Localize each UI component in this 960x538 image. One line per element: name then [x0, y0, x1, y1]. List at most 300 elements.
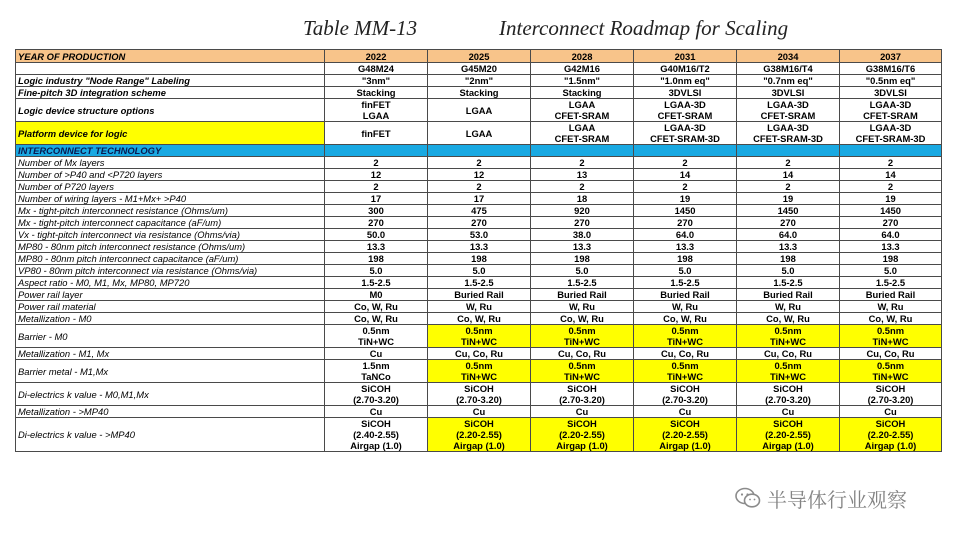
- value-cell: [634, 265, 737, 277]
- value-cell: [737, 229, 840, 241]
- value-cell: [428, 253, 531, 265]
- row-label: Number of Mx layers: [16, 157, 325, 169]
- cell-line: 64.0: [881, 229, 900, 240]
- cell-line: 270: [574, 217, 590, 228]
- cell-line: CFET-SRAM: [554, 133, 610, 144]
- section-label: INTERCONNECT TECHNOLOGY: [16, 145, 325, 157]
- cell-line: 1450: [880, 205, 901, 216]
- cell-line: 0.5nm: [671, 325, 699, 336]
- value-cell: [634, 229, 737, 241]
- value-cell: [531, 241, 634, 253]
- value-cell: [325, 217, 428, 229]
- value-cell: [840, 181, 942, 193]
- cell-line: W, Ru: [774, 301, 802, 312]
- cell-line: Buried Rail: [865, 289, 916, 300]
- row-label: Metallization - M0: [16, 313, 325, 325]
- value-cell: [428, 157, 531, 169]
- row-label: Di-electrics k value - M0,M1,Mx: [16, 383, 325, 406]
- value-cell: [531, 87, 634, 99]
- cell-line: TiN+WC: [769, 371, 807, 382]
- cell-line: 270: [780, 217, 796, 228]
- value-cell: [428, 193, 531, 205]
- cell-line: CFET-SRAM-3D: [650, 133, 720, 144]
- cell-line: Airgap (1.0): [350, 440, 402, 451]
- cell-line: 13: [576, 169, 588, 180]
- row-label: Fine-pitch 3D integration scheme: [16, 87, 325, 99]
- value-cell: [325, 253, 428, 265]
- value-cell: [531, 313, 634, 325]
- cell-line: (2.70-3.20): [662, 394, 708, 405]
- cell-line: 2: [682, 157, 688, 168]
- value-cell: [634, 169, 737, 181]
- cell-line: Airgap (1.0): [762, 440, 814, 451]
- value-cell: [325, 193, 428, 205]
- value-cell: [325, 265, 428, 277]
- row-label: Barrier - M0: [16, 325, 325, 348]
- cell-line: 0.5nm: [671, 360, 699, 371]
- value-cell: [531, 383, 634, 406]
- table-row: [16, 301, 942, 313]
- cell-line: TiN+WC: [563, 336, 601, 347]
- table-row: [16, 325, 942, 348]
- cell-line: 198: [882, 253, 899, 264]
- cell-line: 0.5nm: [876, 360, 905, 371]
- value-cell: [531, 169, 634, 181]
- cell-line: LGAA-3D: [869, 122, 912, 133]
- value-cell: [325, 205, 428, 217]
- cell-line: 5.0: [575, 265, 589, 276]
- table-row: [16, 360, 942, 383]
- cell-line: SiCOH: [773, 383, 803, 394]
- value-cell: [531, 277, 634, 289]
- value-cell: [737, 169, 840, 181]
- value-cell: [325, 418, 428, 452]
- value-cell: [428, 75, 531, 87]
- cell-line: 14: [782, 169, 794, 180]
- value-cell: [840, 383, 942, 406]
- cell-line: finFET: [361, 99, 391, 110]
- cell-line: 5.0: [472, 265, 486, 276]
- cell-line: 1.5-2.5: [464, 277, 494, 288]
- value-cell: [531, 301, 634, 313]
- cell-line: G48M24: [358, 63, 394, 74]
- value-cell: [840, 157, 942, 169]
- cell-line: LGAA: [465, 127, 493, 139]
- value-cell: [737, 301, 840, 313]
- value-cell: [737, 265, 840, 277]
- value-cell: [531, 217, 634, 229]
- cell-line: W, Ru: [568, 301, 596, 312]
- cell-line: SiCOH: [361, 418, 391, 429]
- value-cell: [428, 241, 531, 253]
- value-cell: [840, 348, 942, 360]
- cell-line: Stacking: [562, 87, 602, 98]
- cell-line: (2.70-3.20): [559, 394, 605, 405]
- value-cell: [634, 418, 737, 452]
- value-cell: [428, 217, 531, 229]
- cell-line: SiCOH: [464, 383, 494, 394]
- watermark: [735, 483, 907, 513]
- value-cell: [531, 75, 634, 87]
- value-cell: [737, 383, 840, 406]
- value-cell: [428, 205, 531, 217]
- cell-line: 300: [368, 205, 384, 216]
- value-cell: [737, 406, 840, 418]
- value-cell: [737, 253, 840, 265]
- value-cell: [634, 217, 737, 229]
- value-cell: [737, 217, 840, 229]
- section-cell: [737, 145, 840, 157]
- cell-line: LGAA-3D: [664, 99, 706, 110]
- cell-line: Cu, Co, Ru: [558, 348, 606, 359]
- value-cell: [634, 157, 737, 169]
- value-cell: [737, 75, 840, 87]
- cell-line: 0.5nm: [465, 325, 493, 336]
- value-cell: [531, 99, 634, 122]
- table-row: [16, 157, 942, 169]
- row-label: Power rail layer: [16, 289, 325, 301]
- cell-line: 13.3: [469, 241, 489, 252]
- value-cell: [325, 301, 428, 313]
- cell-line: Buried Rail: [454, 289, 504, 300]
- cell-line: Cu: [678, 406, 692, 417]
- value-cell: [325, 181, 428, 193]
- table-row: [16, 241, 942, 253]
- value-cell: [840, 406, 942, 418]
- value-cell: [428, 99, 531, 122]
- cell-line: CFET-SRAM: [554, 110, 610, 121]
- value-cell: [428, 348, 531, 360]
- value-cell: [531, 348, 634, 360]
- cell-line: 5.0: [369, 265, 383, 276]
- value-cell: [737, 325, 840, 348]
- value-cell: [840, 229, 942, 241]
- value-cell: [840, 87, 942, 99]
- value-cell: [531, 253, 634, 265]
- cell-line: Co, W, Ru: [560, 313, 604, 324]
- cell-line: SiCOH: [773, 418, 803, 429]
- cell-line: 13.3: [675, 241, 695, 252]
- cell-line: CFET-SRAM: [657, 110, 713, 121]
- cell-line: M0: [369, 289, 383, 300]
- table-row: [16, 181, 942, 193]
- value-cell: [428, 265, 531, 277]
- table-row: [16, 193, 942, 205]
- cell-line: 2: [785, 157, 791, 168]
- cell-line: 1.5-2.5: [670, 277, 700, 288]
- cell-line: Buried Rail: [557, 289, 607, 300]
- value-cell: [428, 122, 531, 145]
- cell-line: CFET-SRAM-3D: [753, 133, 823, 144]
- cell-line: "2nm": [464, 75, 494, 86]
- cell-line: 198: [677, 253, 693, 264]
- cell-line: LGAA: [362, 110, 390, 121]
- value-cell: [840, 193, 942, 205]
- cell-line: SiCOH: [567, 418, 597, 429]
- value-cell: [325, 63, 428, 75]
- cell-line: SiCOH: [464, 418, 494, 429]
- row-label: Vx - tight-pitch interconnect via resistance (Ohms/via): [16, 229, 325, 241]
- value-cell: [325, 277, 428, 289]
- value-cell: [737, 348, 840, 360]
- cell-line: TiN+WC: [872, 336, 909, 347]
- cell-line: 14: [679, 169, 691, 180]
- value-cell: [737, 193, 840, 205]
- value-cell: [840, 205, 942, 217]
- value-cell: [840, 241, 942, 253]
- table-row: [16, 313, 942, 325]
- value-cell: [325, 241, 428, 253]
- row-label: Platform device for logic: [16, 122, 325, 145]
- cell-line: CFET-SRAM: [760, 110, 816, 121]
- cell-line: 12: [473, 169, 485, 180]
- cell-line: 1.5-2.5: [773, 277, 803, 288]
- year-cell: 2022: [325, 50, 428, 63]
- cell-line: 0.5nm: [774, 325, 802, 336]
- year-cell: 2025: [428, 50, 531, 63]
- cell-line: (2.20-2.55): [456, 429, 502, 440]
- cell-line: (2.70-3.20): [765, 394, 811, 405]
- value-cell: [428, 289, 531, 301]
- cell-line: 3DVLSI: [874, 87, 907, 98]
- table-row: [16, 63, 942, 75]
- cell-line: 270: [677, 217, 693, 228]
- cell-line: "1.0nm eq": [660, 75, 710, 86]
- year-header-label: YEAR OF PRODUCTION: [16, 50, 325, 63]
- section-cell: [325, 145, 428, 157]
- cell-line: 1450: [777, 205, 799, 216]
- cell-line: 2: [476, 181, 482, 192]
- cell-line: Cu, Co, Ru: [455, 348, 503, 359]
- value-cell: [840, 301, 942, 313]
- value-cell: [737, 205, 840, 217]
- row-label: Aspect ratio - M0, M1, Mx, MP80, MP720: [16, 277, 325, 289]
- value-cell: [428, 169, 531, 181]
- value-cell: [737, 157, 840, 169]
- cell-line: 1.5nm: [362, 360, 390, 371]
- cell-line: Cu: [884, 406, 897, 417]
- cell-line: Cu, Co, Ru: [866, 348, 915, 359]
- cell-line: 0.5nm: [568, 325, 596, 336]
- table-row: [16, 277, 942, 289]
- row-label: MP80 - 80nm pitch interconnect resistance (Ohms/um): [16, 241, 325, 253]
- cell-line: Buried Rail: [763, 289, 813, 300]
- cell-line: "0.5nm eq": [865, 75, 916, 86]
- section-cell: [634, 145, 737, 157]
- year-cell: 2037: [840, 50, 942, 63]
- cell-line: 1.5-2.5: [361, 277, 391, 288]
- section-cell: [428, 145, 531, 157]
- value-cell: [531, 418, 634, 452]
- value-cell: [428, 229, 531, 241]
- cell-line: 2: [476, 157, 482, 168]
- cell-line: "0.7nm eq": [763, 75, 813, 86]
- cell-line: G42M16: [564, 63, 600, 74]
- cell-line: CFET-SRAM: [863, 110, 918, 121]
- cell-line: 5.0: [883, 265, 898, 276]
- cell-line: TaNCo: [361, 371, 391, 382]
- cell-line: 17: [473, 193, 485, 204]
- value-cell: [634, 75, 737, 87]
- cell-line: Stacking: [459, 87, 499, 98]
- value-cell: [737, 313, 840, 325]
- value-cell: [531, 229, 634, 241]
- cell-line: 13.3: [778, 241, 798, 252]
- value-cell: [737, 360, 840, 383]
- value-cell: [737, 87, 840, 99]
- value-cell: [325, 383, 428, 406]
- cell-line: (2.20-2.55): [559, 429, 605, 440]
- cell-line: 12: [370, 169, 382, 180]
- cell-line: 19: [679, 193, 691, 204]
- cell-line: Co, W, Ru: [663, 313, 707, 324]
- cell-line: 38.0: [572, 229, 592, 240]
- value-cell: [840, 325, 942, 348]
- cell-line: 270: [368, 217, 384, 228]
- row-label: Mx - tight-pitch interconnect resistance (Ohms/um): [16, 205, 325, 217]
- value-cell: [634, 99, 737, 122]
- value-cell: [325, 348, 428, 360]
- value-cell: [531, 181, 634, 193]
- cell-line: LGAA: [465, 104, 493, 116]
- cell-line: Co, W, Ru: [354, 301, 398, 312]
- cell-line: SiCOH: [670, 383, 700, 394]
- cell-line: 2: [785, 181, 791, 192]
- value-cell: [840, 265, 942, 277]
- row-label: Mx - tight-pitch interconnect capacitance (aF/um): [16, 217, 325, 229]
- row-label: Power rail material: [16, 301, 325, 313]
- year-cell: 2028: [531, 50, 634, 63]
- value-cell: [325, 99, 428, 122]
- value-cell: [737, 418, 840, 452]
- cell-line: 17: [370, 193, 382, 204]
- table-row: [16, 75, 942, 87]
- value-cell: [325, 122, 428, 145]
- cell-line: G38M16/T6: [865, 63, 916, 74]
- cell-line: Cu: [781, 406, 795, 417]
- value-cell: [325, 87, 428, 99]
- value-cell: [634, 122, 737, 145]
- year-cell: 2034: [737, 50, 840, 63]
- value-cell: [634, 406, 737, 418]
- value-cell: [325, 229, 428, 241]
- table-row: [16, 383, 942, 406]
- value-cell: [840, 99, 942, 122]
- cell-line: (2.40-2.55): [353, 429, 399, 440]
- value-cell: [634, 205, 737, 217]
- cell-line: 0.5nm: [774, 360, 802, 371]
- cell-line: Airgap (1.0): [659, 440, 711, 451]
- cell-line: (2.70-3.20): [456, 394, 502, 405]
- cell-line: (2.20-2.55): [867, 429, 914, 440]
- cell-line: Co, W, Ru: [457, 313, 501, 324]
- row-label: Number of P720 layers: [16, 181, 325, 193]
- cell-line: TiN+WC: [357, 336, 395, 347]
- table-row: [16, 265, 942, 277]
- value-cell: [428, 325, 531, 348]
- cell-line: Airgap (1.0): [556, 440, 608, 451]
- cell-line: G45M20: [461, 63, 497, 74]
- cell-line: 920: [574, 205, 590, 216]
- cell-line: 13.3: [881, 241, 900, 252]
- value-cell: [428, 360, 531, 383]
- cell-line: Cu, Co, Ru: [661, 348, 709, 359]
- cell-line: LGAA: [568, 122, 596, 133]
- value-cell: [634, 253, 737, 265]
- cell-line: 198: [471, 253, 487, 264]
- cell-line: LGAA-3D: [664, 122, 706, 133]
- value-cell: [737, 63, 840, 75]
- value-cell: [840, 289, 942, 301]
- table-row: [16, 348, 942, 360]
- cell-line: 13.3: [572, 241, 592, 252]
- cell-line: 5.0: [678, 265, 692, 276]
- cell-line: "3nm": [361, 75, 391, 86]
- table-row: [16, 217, 942, 229]
- value-cell: [840, 75, 942, 87]
- cell-line: Cu: [575, 406, 589, 417]
- roadmap-table: [15, 49, 942, 452]
- value-cell: [428, 181, 531, 193]
- cell-line: LGAA-3D: [869, 99, 912, 110]
- value-cell: [840, 313, 942, 325]
- cell-line: Cu: [369, 348, 383, 359]
- wechat-logo-icon: [735, 487, 761, 509]
- value-cell: [737, 289, 840, 301]
- row-label: Di-electrics k value - >MP40: [16, 418, 325, 452]
- cell-line: (2.20-2.55): [765, 429, 811, 440]
- cell-line: Cu, Co, Ru: [764, 348, 812, 359]
- cell-line: G38M16/T4: [763, 63, 813, 74]
- cell-line: SiCOH: [875, 418, 906, 429]
- value-cell: [531, 325, 634, 348]
- cell-line: 2: [579, 157, 585, 168]
- cell-line: 13.3: [366, 241, 386, 252]
- value-cell: [737, 122, 840, 145]
- table-row: [16, 122, 942, 145]
- row-label: VP80 - 80nm pitch interconnect via resistance (Ohms/via): [16, 265, 325, 277]
- cell-line: 475: [471, 205, 487, 216]
- value-cell: [840, 277, 942, 289]
- value-cell: [840, 360, 942, 383]
- cell-line: TiN+WC: [666, 371, 704, 382]
- row-label: Metallization - M1, Mx: [16, 348, 325, 360]
- cell-line: 18: [576, 193, 588, 204]
- cell-line: (2.20-2.55): [662, 429, 708, 440]
- table-row: [16, 406, 942, 418]
- table-row: [16, 418, 942, 452]
- table-row: [16, 169, 942, 181]
- value-cell: [325, 325, 428, 348]
- cell-line: 53.0: [469, 229, 489, 240]
- cell-line: 198: [780, 253, 796, 264]
- value-cell: [840, 217, 942, 229]
- value-cell: [634, 241, 737, 253]
- cell-line: "1.5nm": [564, 75, 600, 86]
- cell-line: SiCOH: [567, 383, 597, 394]
- value-cell: [531, 265, 634, 277]
- value-cell: [634, 301, 737, 313]
- cell-line: 2: [887, 157, 894, 168]
- watermark-text: 半导体行业观察: [767, 489, 907, 512]
- cell-line: 2: [373, 181, 379, 192]
- cell-line: SiCOH: [670, 418, 700, 429]
- table-row: [16, 87, 942, 99]
- value-cell: [325, 157, 428, 169]
- cell-line: 19: [782, 193, 794, 204]
- cell-line: CFET-SRAM-3D: [855, 133, 926, 144]
- cell-line: Airgap (1.0): [453, 440, 505, 451]
